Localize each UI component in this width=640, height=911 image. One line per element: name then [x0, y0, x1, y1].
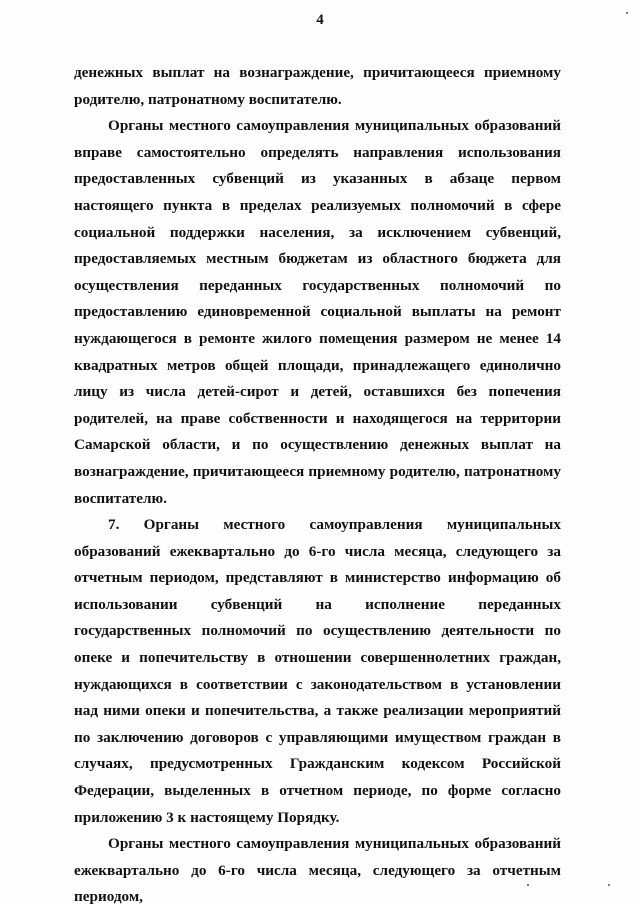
paragraph-quarterly-report: Органы местного самоуправления муниципальных образований ежеквартально до 6-го числа месяца, следующего за отчетным периодом, [74, 835, 561, 906]
paragraph-item-7: 7. Органы местного самоуправления муниципальных образований ежеквартально до 6-го числа месяца, следующего за отчетным периодом, представляют в министерство информацию об использовании субвенций на исполнение переданных государственных полномочий по осуществлению деятельности по опеке и попечительству в отношении совершеннолетних граждан, нуждающихся в соответствии с законодательством в установлении над ними опеки и попечительства, а также реализации мероприятий по заключению договоров с управляющими имуществом граждан в случаях, предусмотренных Гражданским кодексом Российской Федерации, выделенных в отчетном периоде, по форме согласно приложению 3 к настоящему Порядку. [74, 516, 561, 826]
document-body [74, 60, 561, 911]
paragraph-subventions-usage: Органы местного самоуправления муниципальных образований вправе самостоятельно определять направления использования предоставленных субвенций из указанных в абзаце первом настоящего пункта в пределах реализуемых полномочий в сфере социальной поддержки населения, за исключением субвенций, предоставляемых местным бюджетам из областного бюджета для осуществления переданных государственных полномочий по предоставлению единовременной социальной выплаты на ремонт нуждающегося в ремонте жилого помещения размером не менее 14 квадратных метров общей площади, принадлежащего единолично лицу из числа детей-сирот и детей, оставшихся без попечения родителей, на праве собственности и находящегося на территории Самарской области, и по осуществлению денежных выплат на вознаграждение, причитающееся приемному родителю, патронатному воспитателю. [74, 117, 561, 507]
scan-speck [626, 12, 628, 14]
scan-speck [527, 884, 529, 886]
paragraph-continuation: денежных выплат на вознаграждение, причитающееся приемному родителю, патронатному воспитателю. [74, 64, 561, 108]
page-number: 4 [316, 12, 324, 28]
scan-speck [608, 884, 610, 886]
